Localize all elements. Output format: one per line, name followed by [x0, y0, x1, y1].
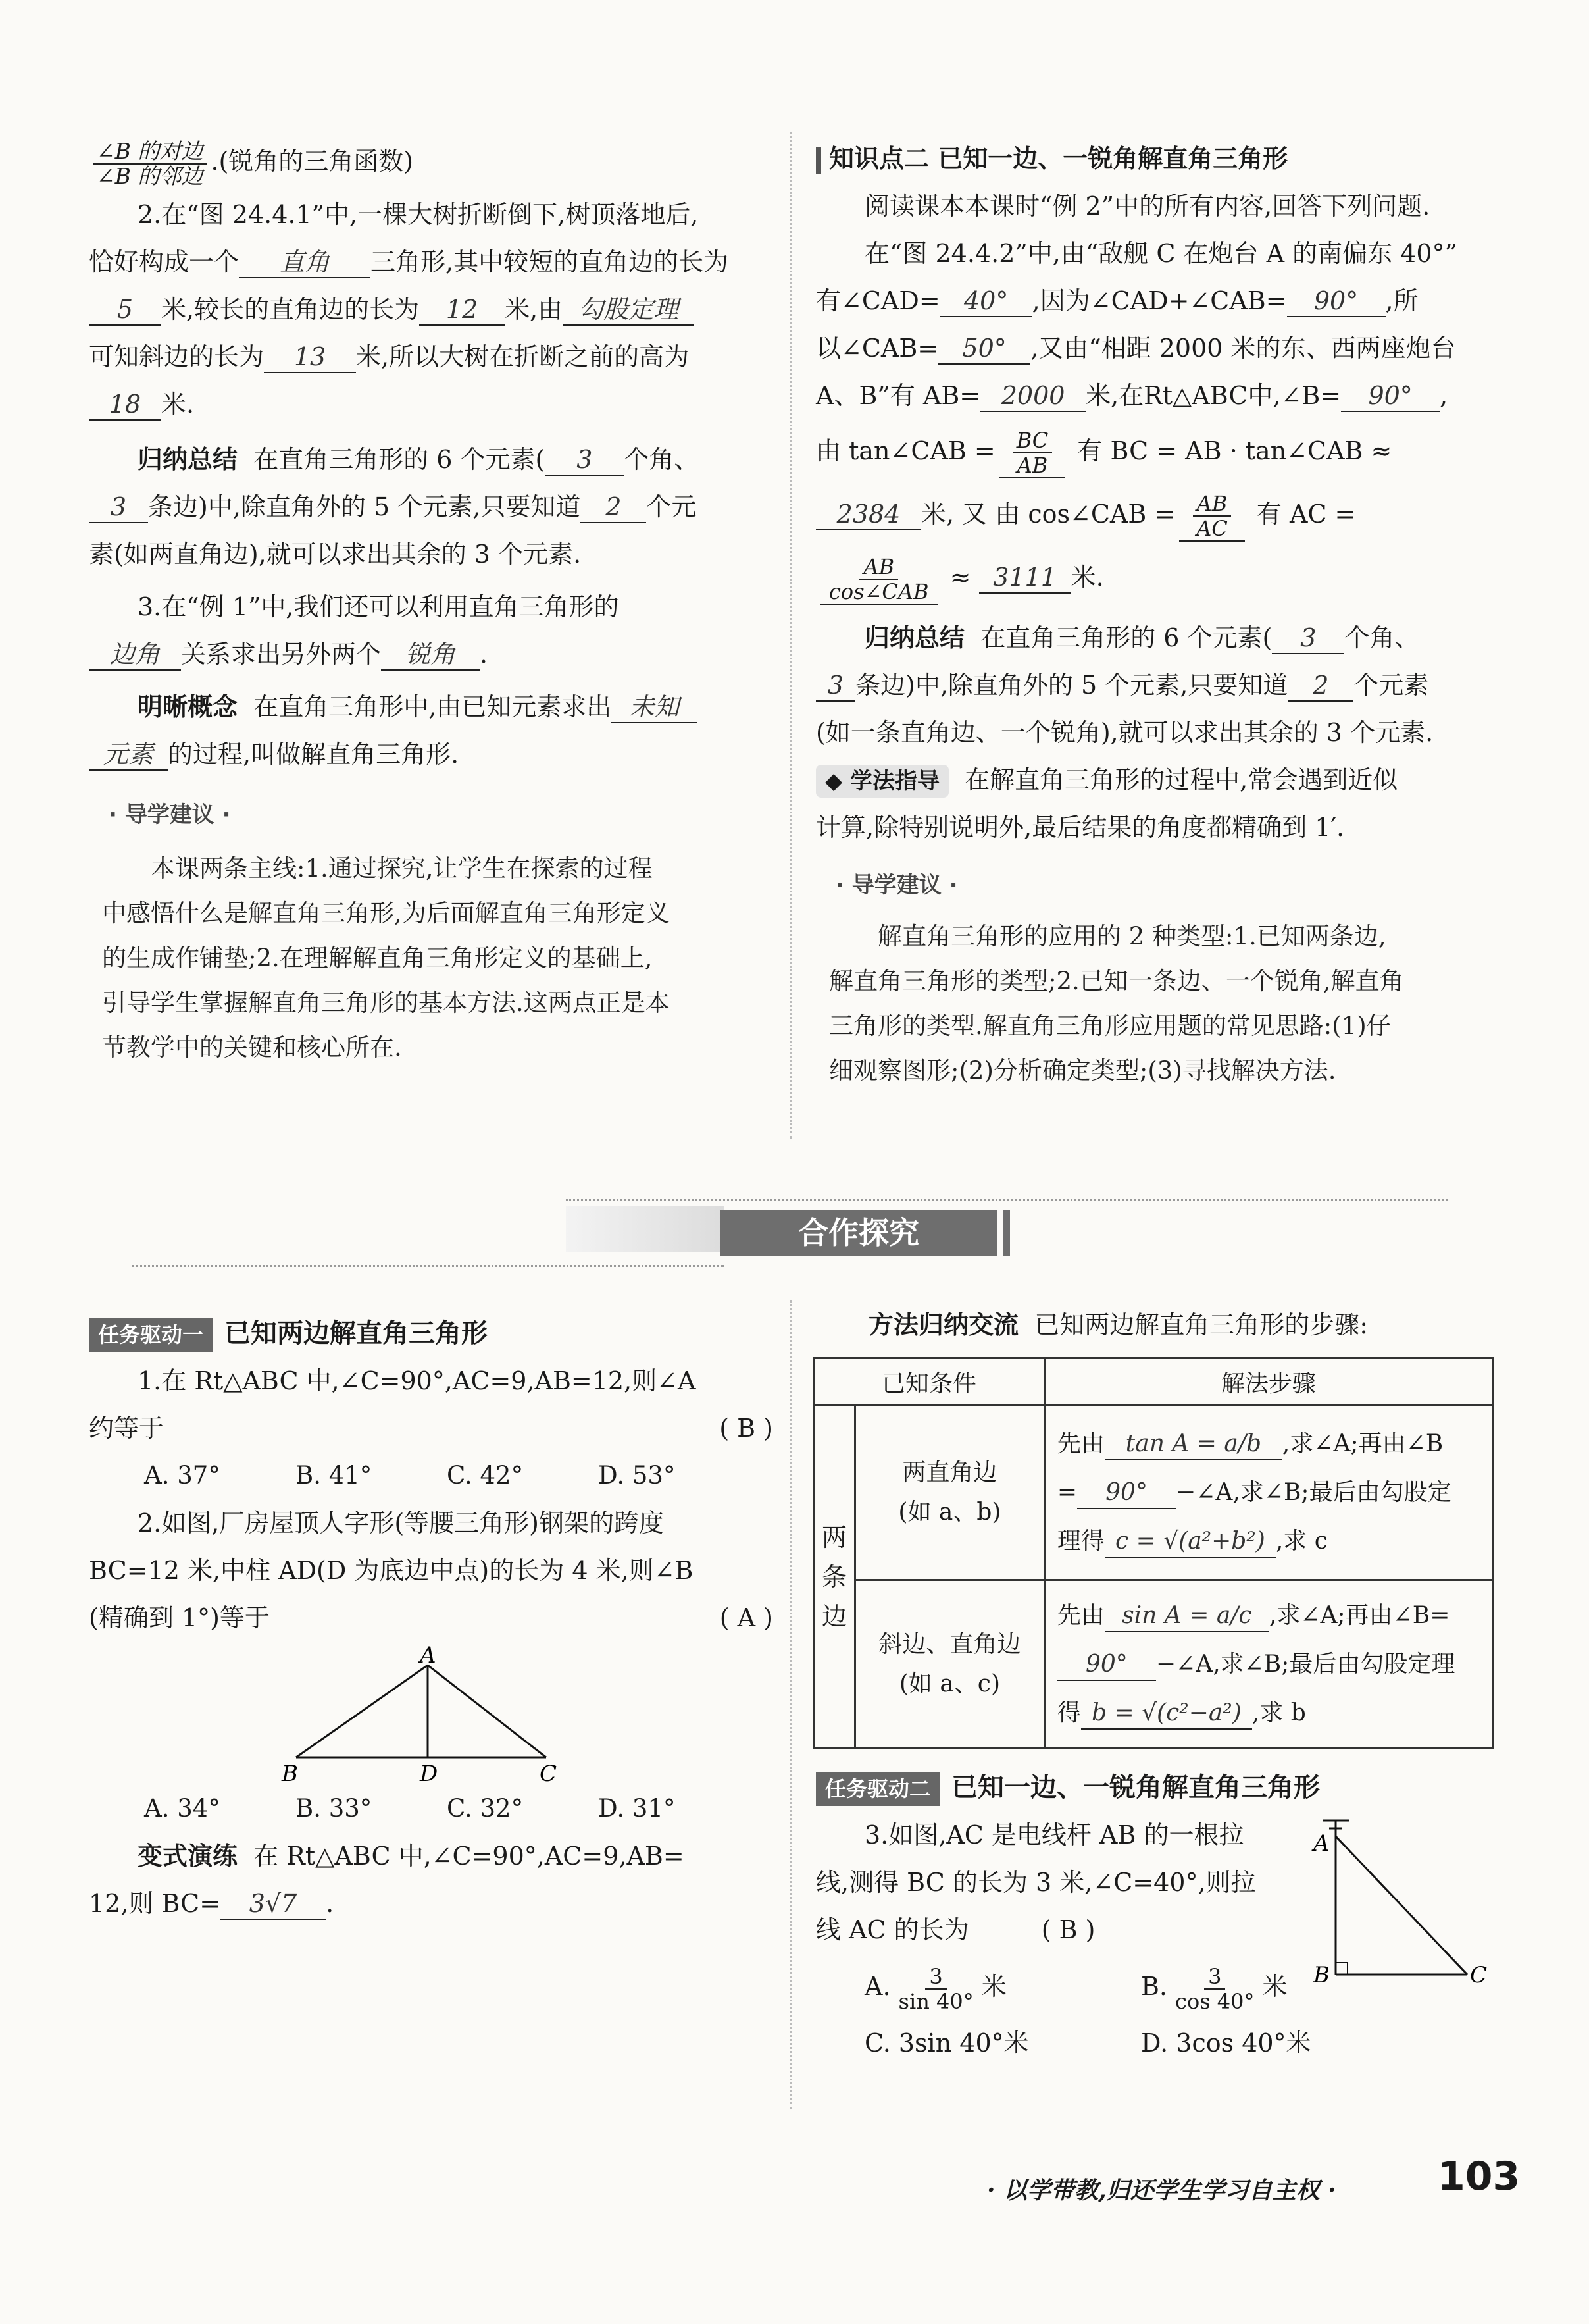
rt-line2: 在“图 24.4.2”中,由“敌舰 C 在炮台 A 的南偏东 40°” — [865, 239, 1457, 268]
roof-truss-figure — [276, 1645, 566, 1784]
t1-q2-line2: BC=12 米,中柱 AD(D 为底边中点)的长为 4 米,则∠B — [89, 1556, 694, 1585]
banner-rule-bottom — [132, 1265, 724, 1267]
q2-line2: 恰好构成一个 直角 三角形,其中较短的直角边的长为 — [89, 238, 773, 286]
blank-cab: 50° — [938, 333, 1030, 365]
q1-option-d: D. 53° — [598, 1461, 676, 1489]
q2-intro: 2.在“图 24.4.1”中,一棵大树折断倒下,树顶落地后, — [138, 200, 699, 229]
right-top-column — [816, 135, 1500, 1093]
guide-body-left: 本课两条主线:1.通过探究,让学生在探索的过程 中感悟什么是解直角三角形,为后面解直角三角形定义 的生成作铺垫;2.在理解解直角三角形定义的基础上, 引导学生掌握解直角三角形的基本方法.这两点正是本 节教学中的关键和核心所在. — [102, 854, 670, 1062]
blank-height: 18 — [89, 389, 161, 421]
q2-option-c: C. 32° — [447, 1794, 524, 1822]
q1-option-b: B. 41° — [295, 1461, 372, 1489]
guide-body-right: 解直角三角形的应用的 2 种类型:1.已知两条边, 解直角三角形的类型;2.已知一条边、一个锐角,解直角 三角形的类型.解直角三角形应用题的常见思路:(1)仔 细观察图形;(2)分析确定类型;(3)寻找解决方法. — [829, 922, 1404, 1085]
blank-long-side: 12 — [419, 294, 505, 326]
t1-q2-line3: (精确到 1°)等于 ( A ) — [89, 1594, 773, 1641]
fig2-label-a: A — [1313, 1830, 1330, 1857]
fig1-label-d: D — [420, 1761, 438, 1784]
variant-line1: 变式演练 在 Rt△ABC 中,∠C=90°,AC=9,AB= — [138, 1842, 684, 1871]
t2-q3-line1: 3.如图,AC 是电线杆 AB 的一根拉 — [865, 1820, 1244, 1849]
summary-right-1: 归纳总结 在直角三角形的 6 个元素( 3 个角、 — [816, 614, 1500, 661]
q2-line3: 5 米,较长的直角边的长为 12 米,由 勾股定理 — [89, 286, 773, 333]
summary-right-2: 3 条边)中,除直角外的 5 个元素,只要知道 2 个元素 — [816, 661, 1500, 709]
blank-tan: tan A = a/b — [1105, 1429, 1282, 1460]
row1-steps: 先由 tan A = a/b ,求∠A;再由∠B = 90° −∠A,求∠B;最后由勾股定 理得 c = √(a²+b²) ,求 c — [1044, 1405, 1492, 1580]
banner-ghost — [566, 1206, 724, 1252]
guide-title-right: · 导学建议 · — [836, 872, 958, 898]
trig-fraction: $\frac{\text{∠B 的对边}}{\text{∠B 的邻边}}$ — [93, 140, 207, 188]
blank-angles: 3 — [545, 444, 624, 476]
t2-q3-line2: 线,测得 BC 的长为 3 米,∠C=40°,则拉 — [816, 1868, 1256, 1897]
blank-known-right: 2 — [1288, 670, 1353, 702]
knowledge-point-heading: 知识点二 已知一边、一锐角解直角三角形 — [816, 135, 1500, 182]
task1-lower — [89, 1785, 773, 1927]
steps-table — [813, 1357, 1494, 1749]
footer-motto: · 以学带教,归还学生学习自主权 · — [987, 2177, 1336, 2204]
blank-unknown-1: 未知 — [611, 692, 697, 723]
q3-line2: 边角 关系求出另外两个 锐角 . — [89, 631, 773, 678]
summary-label: 归纳总结 — [138, 445, 238, 474]
method-intro-label: 方法归纳交流 — [869, 1310, 1019, 1339]
task1-heading: 任务驱动一 已知两边解直角三角形 — [89, 1310, 773, 1357]
blank-sin: sin A = a/c — [1105, 1601, 1269, 1632]
head-steps: 解法步骤 — [1044, 1358, 1492, 1405]
column-divider-top — [790, 132, 792, 1139]
blank-ab: 2000 — [980, 380, 1086, 412]
q2-line5: 18 米. — [89, 380, 773, 428]
frac-bc-ab: $\frac{BC}{AB}$ — [999, 428, 1066, 478]
blank-angles-right: 3 — [1272, 623, 1344, 654]
q2-option-d: D. 31° — [598, 1794, 676, 1822]
blank-90-row1: 90° — [1077, 1478, 1176, 1509]
blank-sides: 3 — [89, 492, 148, 523]
rt-line6: 由 tan∠CAB = $\frac{BC}{AB}$ 有 BC = AB · tan∠CAB ≈ — [816, 427, 1392, 478]
blank-unknown-2: 元素 — [89, 739, 168, 771]
q1-option-a: A. 37° — [144, 1461, 220, 1489]
method-intro: 方法归纳交流 已知两边解直角三角形的步骤: — [869, 1310, 1368, 1339]
fig1-label-b: B — [282, 1761, 298, 1784]
summary-left-1: 归纳总结 在直角三角形的 6 个元素( 3 个角、 — [89, 436, 773, 483]
t2-options-cd — [816, 2019, 1500, 2067]
fig2-label-c: C — [1470, 1962, 1488, 1988]
diamond-icon: ◆ — [825, 768, 843, 794]
q3-option-c: C. 3sin 40°米 — [865, 2028, 1029, 2057]
row1-condition: 两直角边 (如 a、b) — [855, 1405, 1045, 1580]
column-divider-bottom — [790, 1300, 792, 2109]
task2-tag: 任务驱动二 — [816, 1772, 940, 1806]
concept-label: 明晰概念 — [138, 692, 238, 721]
q3-answer: ( B ) — [1041, 1915, 1096, 1944]
blank-sum: 90° — [1287, 286, 1386, 317]
blank-b: b = √(c²−a²) — [1081, 1698, 1252, 1730]
banner-rule-top — [566, 1199, 1448, 1201]
blank-theorem: 勾股定理 — [563, 294, 694, 326]
blank-cad: 40° — [940, 286, 1032, 317]
t1-q1-options — [89, 1452, 773, 1499]
q3-option-d: D. 3cos 40°米 — [1141, 2028, 1311, 2057]
task1-column — [89, 1310, 773, 1641]
page-number: 103 — [1438, 2154, 1521, 2200]
frac-line: $\frac{\text{∠B 的对边}}{\text{∠B 的邻边}}$ .(锐角的三角函数) — [89, 132, 773, 191]
q2-line4: 可知斜边的长为 13 米,所以大树在折断之前的高为 — [89, 333, 773, 380]
q3-option-b: B. $\frac{3}{\cos 40^\circ}$ 米 — [1141, 1963, 1288, 2014]
rt-line4: 以∠CAB= 50° ,又由“相距 2000 米的东、西两座炮台 — [816, 324, 1500, 372]
rt-line3: 有∠CAD= 40° ,因为∠CAD+∠CAB= 90° ,所 — [816, 277, 1500, 324]
summary-label-right: 归纳总结 — [865, 623, 965, 652]
guide-title-left: · 导学建议 · — [109, 802, 231, 828]
blank-bc: 2384 — [816, 499, 921, 530]
method-guide-2: 计算,除特别说明外,最后结果的角度都精确到 1′. — [816, 813, 1345, 842]
t2-q3-line3: 线 AC 的长为 ( B ) — [816, 1915, 1096, 1944]
summary-left-2: 3 条边)中,除直角外的 5 个元素,只要知道 2 个元 — [89, 483, 773, 530]
concept-line1: 明晰概念 在直角三角形中,由已知元素求出 未知 — [89, 683, 773, 731]
blank-c: c = √(a²+b²) — [1105, 1526, 1276, 1558]
q3-line1: 3.在“例 1”中,我们还可以利用直角三角形的 — [138, 592, 619, 621]
t1-q1-line2: 约等于 ( B ) — [89, 1405, 773, 1452]
left-top-column — [89, 132, 773, 1070]
summary-right-3: (如一条直角边、一个锐角),就可以求出其余的 3 个元素. — [816, 718, 1434, 747]
banner-end-bar — [1003, 1210, 1010, 1256]
frac-ab-ac: $\frac{AB}{AC}$ — [1179, 492, 1245, 542]
blank-known-count: 2 — [580, 492, 646, 523]
heading-bar-icon — [816, 147, 821, 174]
t1-q2-line1: 2.如图,厂房屋顶人字形(等腰三角形)钢架的跨度 — [138, 1509, 664, 1537]
method-tag: ◆ 学法指导 — [816, 765, 949, 798]
read-instruction: 阅读课本本课时“例 2”中的所有内容,回答下列问题. — [865, 192, 1430, 220]
method-guide: ◆ 学法指导 在解直角三角形的过程中,常会遇到近似 — [816, 756, 1500, 804]
rt-line7: 2384 米, 又 由 cos∠CAB = $\frac{AB}{AC}$ 有 AC = — [816, 482, 1500, 546]
task2-heading: 任务驱动二 已知一边、一锐角解直角三角形 — [816, 1764, 1500, 1811]
pole-figure — [1309, 1817, 1494, 2001]
rt-line5: A、B”有 AB= 2000 米,在Rt△ABC中,∠B= 90° , — [816, 372, 1500, 419]
summary-left-3: 素(如两直角边),就可以求出其余的 3 个元素. — [89, 540, 582, 569]
blank-bc-variant: 3√7 — [220, 1888, 326, 1920]
blank-hypotenuse: 13 — [264, 342, 356, 373]
fig2-label-b: B — [1313, 1962, 1330, 1988]
frac-ab-cos: $\frac{AB}{\text{cos∠CAB}}$ — [820, 555, 938, 605]
blank-sides-right: 3 — [816, 670, 855, 702]
row2-steps: 先由 sin A = a/c ,求∠A;再由∠B= 90° −∠A,求∠B;最后由勾股定理 得 b = √(c²−a²) ,求 b — [1044, 1580, 1492, 1749]
variant-line2: 12,则 BC= 3√7 . — [89, 1880, 773, 1927]
fig1-label-a: A — [420, 1645, 436, 1668]
q2-option-a: A. 34° — [144, 1794, 220, 1822]
q1-option-c: C. 42° — [447, 1461, 524, 1489]
group-two-sides: 两条边 — [814, 1405, 855, 1749]
t1-q2-options — [89, 1785, 773, 1832]
q2-answer: ( A ) — [719, 1603, 773, 1632]
section-banner: 合作探究 — [720, 1210, 997, 1256]
blank-90-row2: 90° — [1057, 1649, 1156, 1681]
blank-ac: 3111 — [979, 562, 1071, 594]
concept-line2: 元素 的过程,叫做解直角三角形. — [89, 731, 773, 778]
blank-acute-angle: 锐角 — [381, 639, 480, 671]
blank-side-angle: 边角 — [89, 639, 181, 671]
fig1-label-c: C — [540, 1761, 557, 1784]
q3-option-a: A. $\frac{3}{\sin 40^\circ}$ 米 — [865, 1963, 1007, 2014]
variant-label: 变式演练 — [138, 1842, 238, 1871]
blank-angle-b: 90° — [1341, 380, 1440, 412]
blank-short-side: 5 — [89, 294, 161, 326]
q1-answer: ( B ) — [719, 1414, 773, 1443]
q2-option-b: B. 33° — [295, 1794, 372, 1822]
rt-line8: $\frac{AB}{\text{cos∠CAB}}$ ≈ 3111 米. — [816, 546, 1500, 609]
head-known: 已知条件 — [814, 1358, 1045, 1405]
t1-q1-line1: 1.在 Rt△ABC 中,∠C=90°,AC=9,AB=12,则∠A — [138, 1366, 696, 1395]
blank-shape: 直角 — [239, 247, 370, 278]
task1-tag: 任务驱动一 — [89, 1318, 213, 1352]
row2-condition: 斜边、直角边 (如 a、c) — [855, 1580, 1045, 1749]
